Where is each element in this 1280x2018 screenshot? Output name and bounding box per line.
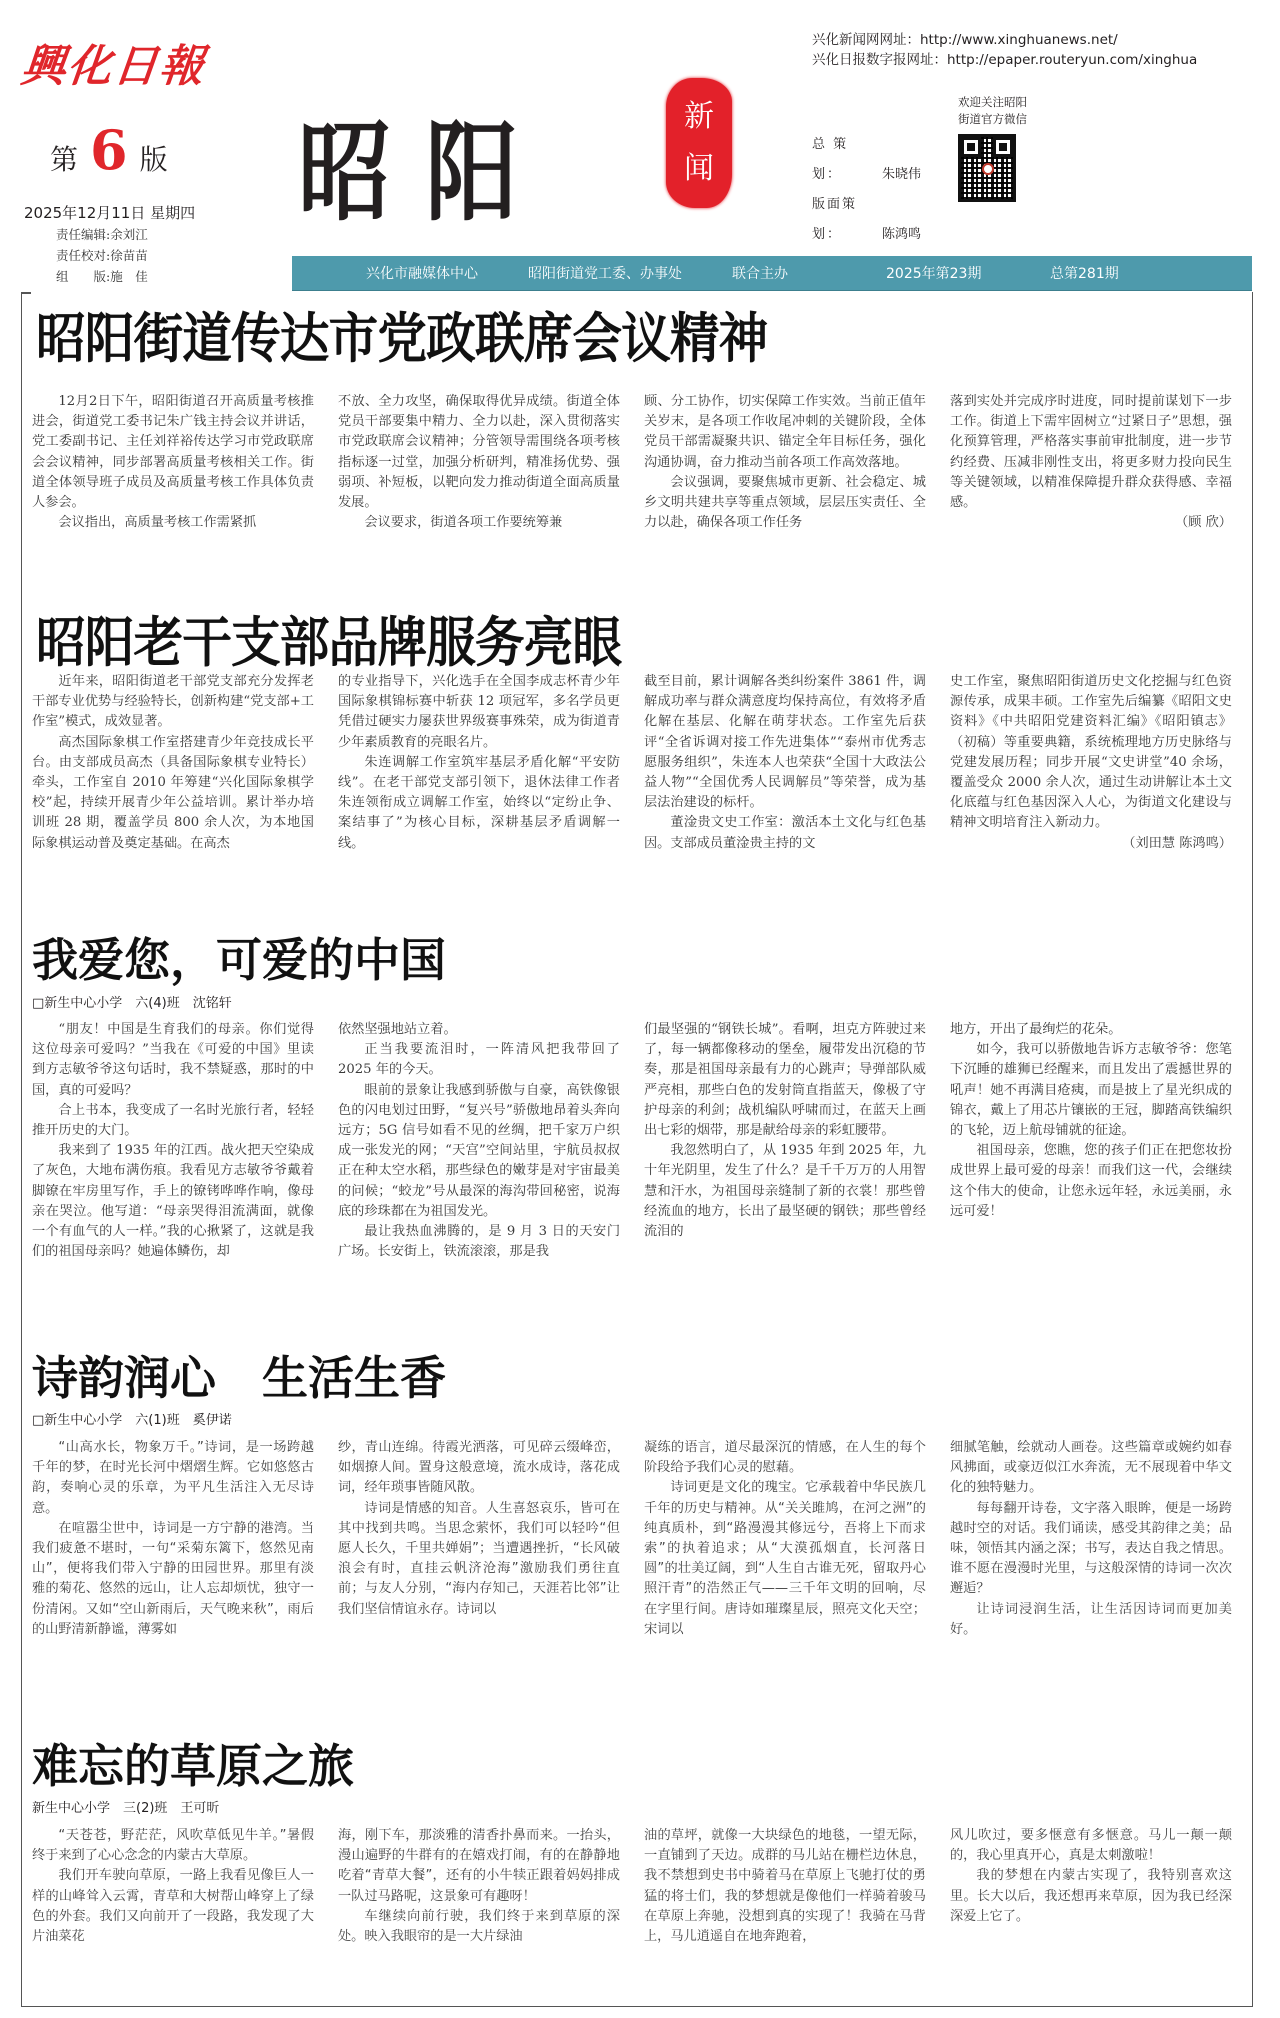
article-column [32,392,314,533]
paragraph: 让诗词浸润生活，让生活因诗词而更加美好。 [950,1601,1232,1637]
paragraph: 朱晓伟 [882,167,922,182]
paragraph: 街道官方微信 [958,112,1027,126]
paragraph: 会议要求，街道各项工作要统筹兼 [364,515,563,531]
news-site-link[interactable]: 兴化新闻网网址：http://www.xinghuanews.net/ [812,32,1118,48]
website-urls [812,30,1197,70]
article-body [32,672,1232,854]
paragraph: 正当我要流泪时，一阵清风把我带回了 2025 年的今天。 [338,1042,620,1078]
paragraph: 会议强调，要聚焦城市更新、社会稳定、城乡文明共建共享等重点领域，层层压实责任、全力以赴，确保各项工作任务 [644,474,926,531]
author-credit: （顾 欣） [1175,515,1232,531]
planning-credits [812,130,921,250]
paragraph: 细腻笔触，绘就动人画卷。这些篇章或婉约如春风拂面，或豪迈似江水奔流，无不展现着中华文化的独特魅力。 [950,1440,1232,1496]
paragraph: 依然坚强地站立着。 [338,1022,457,1037]
paragraph: 诗词更是文化的瑰宝。它承载着中华民族几千年的历史与精神。从“关关雎鸠，在河之洲”的纯真质朴，到“路漫漫其修远兮，吾将上下而求索”的执着追求；从“大漠孤烟直，长河落日圆”的壮美辽阔，到“人生自古谁无死，留取丹心照汗青”的浩然正气——三千年文明的回响，尽在字里行间。唐诗如璀璨星辰，照亮文化天空；宋词以 [644,1480,926,1637]
article-column [32,672,314,854]
paragraph: 们最坚强的“钢铁长城”。看啊，坦克方阵驶过来了，每一辆都像移动的堡垒，履带发出沉稳的节奏，那是祖国母亲最有力的心跳声；导弹部队威严亮相，那些白色的发射筒直指蓝天，像极了守护母亲的利剑；战机编队呼啸而过，在蓝天上画出七彩的烟带，那是献给母亲的彩虹腰带。 [644,1022,926,1139]
news-seal-icon [666,78,732,208]
paragraph: 我忽然明白了，从 1935 年到 2025 年，九十年光阴里，发生了什么？是千千万万的人用智慧和汗水，为祖国母亲缝制了新的衣裳！那些曾经流血的地方，长出了最坚硬的钢铁；那些曾经流泪的 [644,1143,926,1240]
paragraph: “山高水长，物象万千。”诗词，是一场跨越千年的梦，在时光长河中熠熠生辉。它如悠悠古韵，奏响心灵的乐章，为平凡生活注入无尽诗意。 [32,1440,314,1516]
paragraph: 每每翻开诗卷，文字落入眼眸，便是一场跨越时空的对话。我们诵读，感受其韵律之美；品味，领悟其内涵之深；书写，表达自我之情思。谁不愿在漫漫时光里，与这般深情的诗词一次次邂逅？ [950,1500,1232,1597]
paragraph: 责任校对:徐苗苗 [56,248,148,263]
article-title[interactable]: 诗韵润心 生活生香 [32,1351,446,1405]
page-content [21,292,1253,2007]
paragraph: 不放、全力攻坚，确保取得优异成绩。街道全体党员干部要集中精力、全力以赴，深入贯彻落实市党政联席会议精神；分管领导需围绕各项考核指标逐一过堂，加强分析研判，精准扬优势、强弱项、补短板，以靶向发力推动街道全面高质量发展。 [338,394,620,511]
article-column [644,1438,926,1640]
paragraph: 纱，青山连绵。待霞光洒落，可见碎云缀峰峦，如烟撩人间。置身这般意境，流水成诗，落花成词，经年琐事皆随风散。 [338,1440,620,1496]
paragraph: 如今，我可以骄傲地告诉方志敏爷爷：您笔下沉睡的雄狮已经醒来，而且发出了震撼世界的吼声！她不再满目疮痍，而是披上了星光织成的锦衣，戴上了用芯片镶嵌的王冠，脚踏高铁编织的飞轮，迈上航母铺就的征途。 [950,1042,1232,1139]
joint-host-label: 联合主办 [732,266,788,282]
article-column [338,1826,620,1947]
qr-code-icon[interactable] [958,134,1016,202]
total-issue-number: 总第281期 [1050,266,1119,282]
article-column [338,1438,620,1640]
article-title[interactable]: 昭阳街道传达市党政联席会议精神 [36,307,768,370]
paragraph: 地方，开出了最绚烂的花朵。 [950,1022,1122,1037]
paragraph: 组 版:施 佳 [56,269,148,284]
article-body [32,392,1232,533]
paragraph: 欢迎关注昭阳 [958,95,1027,109]
qr-caption [958,94,1038,128]
paragraph: 朱连调解工作室筑牢基层矛盾化解“平安防线”。在老干部党支部引领下，退休法律工作者朱连领衔成立调解工作室，始终以“定纷止争、案结事了”为核心目标，深耕基层矛盾调解一线。 [338,754,620,851]
paragraph: “天苍苍，野茫茫，风吹草低见牛羊。”暑假终于来到了心心念念的内蒙古大草原。 [32,1828,314,1864]
article-column [32,1826,314,1947]
paragraph: 总 策 划： [812,137,849,182]
paragraph: 油的草坪，就像一大块绿色的地毯，一望无际，一直铺到了天边。成群的马儿站在栅栏边休息，我不禁想到史书中骑着马在草原上飞驰打仗的勇猛的将士们，我的梦想就是像他们一样骑着骏马在草原上奔驰，没想到真的实现了！我骑在马背上，马儿逍遥自在地奔跑着， [644,1828,926,1945]
article-body [32,1438,1232,1640]
paragraph: 6 [90,118,128,182]
article-byline: □新生中心小学 六(4)班 沈铭轩 [32,996,232,1011]
section-title: 昭阳 [298,111,553,236]
paragraph: 海，刚下车，那淡雅的清香扑鼻而来。一抬头，漫山遍野的牛群有的在嬉戏打闹，有的在静静地吃着“青草大餐”，还有的小牛犊正跟着妈妈排成一队过马路呢，这景象可有趣呀！ [338,1828,620,1904]
article-column [338,672,620,854]
paragraph: 董淦贵文史工作室：激活本土文化与红色基因。支部成员董淦贵主持的文 [644,815,926,851]
article-column [32,1020,314,1262]
epaper-link[interactable]: 兴化日报数字报网址：http://epaper.routeryun.com/xinghua [812,52,1198,68]
article-column [950,1020,1232,1262]
article-column [338,1020,620,1262]
paragraph: 版 [139,143,168,176]
masthead [0,0,1280,292]
paragraph: 合上书本，我变成了一名时光旅行者，轻轻推开历史的大门。 [32,1102,314,1139]
article-column [644,1826,926,1947]
article-column [950,672,1232,854]
newspaper-logo: 興化日報 [18,41,209,92]
article-column [644,672,926,854]
paragraph: 眼前的景象让我感到骄傲与自豪，高铁像银色的闪电划过田野，“复兴号”骄傲地昂着头奔向远方；5G 信号如看不见的丝绸，把千家万户织成一张发光的网；“天宫”空间站里，宇航员叔叔正在种太空水稻，那些绿色的嫩芽是对宇宙最美的问候；“蛟龙”号从最深的海沟带回秘密，说海底的珍珠都在为祖国发光。 [338,1082,620,1219]
issue-date: 2025年12月11日 星期四 [24,204,196,222]
paragraph: 我来到了 1935 年的江西。战火把天空染成了灰色，大地布满伤痕。我看见方志敏爷爷戴着脚镣在牢房里写作，手上的镣铐哗哗作响，像母亲在哭泣。他写道：“母亲哭得泪流满面，就像一个有血气的人一样。”我的心揪紧了，这就是我们的祖国母亲吗？她遍体鳞伤，却 [32,1143,314,1260]
article-body [32,1020,1232,1262]
publisher-org-2: 昭阳街道党工委、办事处 [528,266,682,282]
paragraph: 截至目前，累计调解各类纠纷案件 3861 件，调解成功率与群众满意度均保持高位，有效将矛盾化解在基层、化解在萌芽状态。工作室先后获评“全省诉调对接工作先进集体”“泰州市优秀志愿服务组织”，朱连本人也荣获“全国十大政法公益人物”“全国优秀人民调解员”等荣誉，成为基层法治建设的标杆。 [644,674,926,811]
paragraph: 12月2日下午，昭阳街道召开高质量考核推进会，街道党工委书记朱广钱主持会议并讲话，党工委副书记、主任刘祥裕传达学习市党政联席会会议精神，同步部署高质量考核相关工作。街道全体领导班子成员及高质量考核工作具体负责人参会。 [32,394,314,511]
article-title[interactable]: 难忘的草原之旅 [32,1739,354,1793]
paragraph: 最让我热血沸腾的，是 9 月 3 日的天安门广场。长安街上，铁流滚滚，那是我 [338,1224,620,1260]
article-column [950,1826,1232,1947]
paragraph: 史工作室，聚焦昭阳街道历史文化挖掘与红色资源传承，成果丰硕。工作室先后编纂《昭阳文史资料》《中共昭阳党建资料汇编》《昭阳镇志》（初稿）等重要典籍，系统梳理地方历史脉络与党建发展历程；同步开展“文史讲堂”40 余场，覆盖受众 2000 余人次，通过生动讲解让本土文化底蕴与红色基因深入人心，为街道文化建设与精神文明培育注入新动力。 [950,674,1232,831]
article-title[interactable]: 我爱您，可爱的中国 [32,933,446,987]
paragraph: 车继续向前行驶，我们终于来到草原的深处。映入我眼帘的是一大片绿油 [338,1908,620,1945]
article-byline: 新生中心小学 三(2)班 王可昕 [32,1801,220,1816]
article-body [32,1826,1232,1947]
staff-credits [56,224,148,287]
article-column [644,392,926,533]
paragraph: 闻 [684,151,714,186]
wechat-qr-block [958,94,1038,202]
article-column [338,392,620,533]
article-column [32,1438,314,1640]
article-column [950,392,1232,533]
paragraph: 在喧嚣尘世中，诗词是一方宁静的港湾。当我们疲惫不堪时，一句“采菊东篱下，悠然见南山”，便将我们带入宁静的田园世界。那里有淡雅的菊花、悠然的远山，让人忘却烦忧，独守一份清闲。又如“空山新雨后，天气晚来秋”，雨后的山野清新静谧，薄雾如 [32,1520,314,1637]
article-column [644,1020,926,1262]
publisher-org-1: 兴化市融媒体中心 [366,266,478,282]
issue-number: 2025年第23期 [886,266,982,282]
paragraph: 责任编辑:余刘江 [56,227,148,242]
paragraph: 祖国母亲，您瞧，您的孩子们正在把您妆扮成世界上最可爱的母亲！而我们这一代，会继续这个伟大的使命，让您永远年轻，永远美丽，永远可爱！ [950,1143,1232,1219]
paragraph: 的专业指导下，兴化选手在全国李成志杯青少年国际象棋锦标赛中斩获 12 项冠军，多名学员更凭借过硬实力屡获世界级赛事殊荣，成为街道青少年素质教育的亮眼名片。 [338,674,620,750]
article-title[interactable]: 昭阳老干支部品牌服务亮眼 [36,611,622,674]
paragraph: 版面策划： [812,197,858,242]
paragraph: 高杰国际象棋工作室搭建青少年竞技成长平台。由支部成员高杰（具备国际象棋专业特长）牵头，工作室自 2010 年筹建“兴化国际象棋学校”起，持续开展青少年公益培训。累计举办培训班 28 期，覆盖学员 800 余人次，为本地国际象棋运动普及奠定基础。在高杰 [32,734,314,851]
article-byline: □新生中心小学 六(1)班 奚伊诺 [32,1413,232,1428]
paragraph: “朋友！中国是生育我们的母亲。你们觉得这位母亲可爱吗？”当我在《可爱的中国》里读到方志敏爷爷这句话时，我不禁疑惑，那时的中国，真的可爱吗？ [32,1022,314,1098]
paragraph: 诗词是情感的知音。人生喜怒哀乐，皆可在其中找到共鸣。当思念萦怀，我们可以轻吟“但愿人长久，千里共婵娟”；当遭遇挫折，“长风破浪会有时，直挂云帆济沧海”激励我们勇往直前；与友人分别，“海内存知己，天涯若比邻”让我们坚信情谊永存。诗词以 [338,1500,620,1617]
paragraph: 近年来，昭阳街道老干部党支部充分发挥老干部专业优势与经验特长，创新构建“党支部+工作室”模式，成效显著。 [32,674,314,730]
article-column [950,1438,1232,1640]
paragraph: 落到实处并完成序时进度，同时提前谋划下一步工作。街道上下需牢固树立“过紧日子”思想，强化预算管理，严格落实事前审批制度，进一步节约经费、压减非刚性支出，将更多财力投向民生等关键领域，以精准保障提升群众获得感、幸福感。 [950,394,1232,511]
paragraph: 会议指出，高质量考核工作需紧抓 [58,515,257,531]
paragraph: 我们开车驶向草原，一路上我看见像巨人一样的山峰耸入云霄，青草和大树帮山峰穿上了绿色的外套。我们又向前开了一段路，我发现了大片油菜花 [32,1868,314,1945]
paragraph: 我的梦想在内蒙古实现了，我特别喜欢这里。长大以后，我还想再来草原，因为我已经深深爱上它了。 [950,1868,1232,1924]
paragraph: 顾、分工协作，切实保障工作实效。当前正值年关岁末，是各项工作收尾冲刺的关键阶段，全体党员干部需凝聚共识、锚定全年目标任务，强化沟通协调，奋力推动当前各项工作高效落地。 [644,394,926,470]
paragraph: 风儿吹过，要多惬意有多惬意。马儿一颠一颠的，我心里真开心，真是太刺激啦！ [950,1828,1232,1864]
paragraph: 凝练的语言，道尽最深沉的情感，在人生的每个阶段给予我们心灵的慰藉。 [644,1440,926,1476]
paragraph: 陈鸿鸣 [882,227,922,242]
paragraph: 新 [684,99,714,134]
author-credit: （刘田慧 陈鸿鸣） [1122,835,1232,851]
edition-number [50,118,168,182]
publisher-info-bar [292,256,1252,291]
paragraph: 第 [50,143,79,176]
